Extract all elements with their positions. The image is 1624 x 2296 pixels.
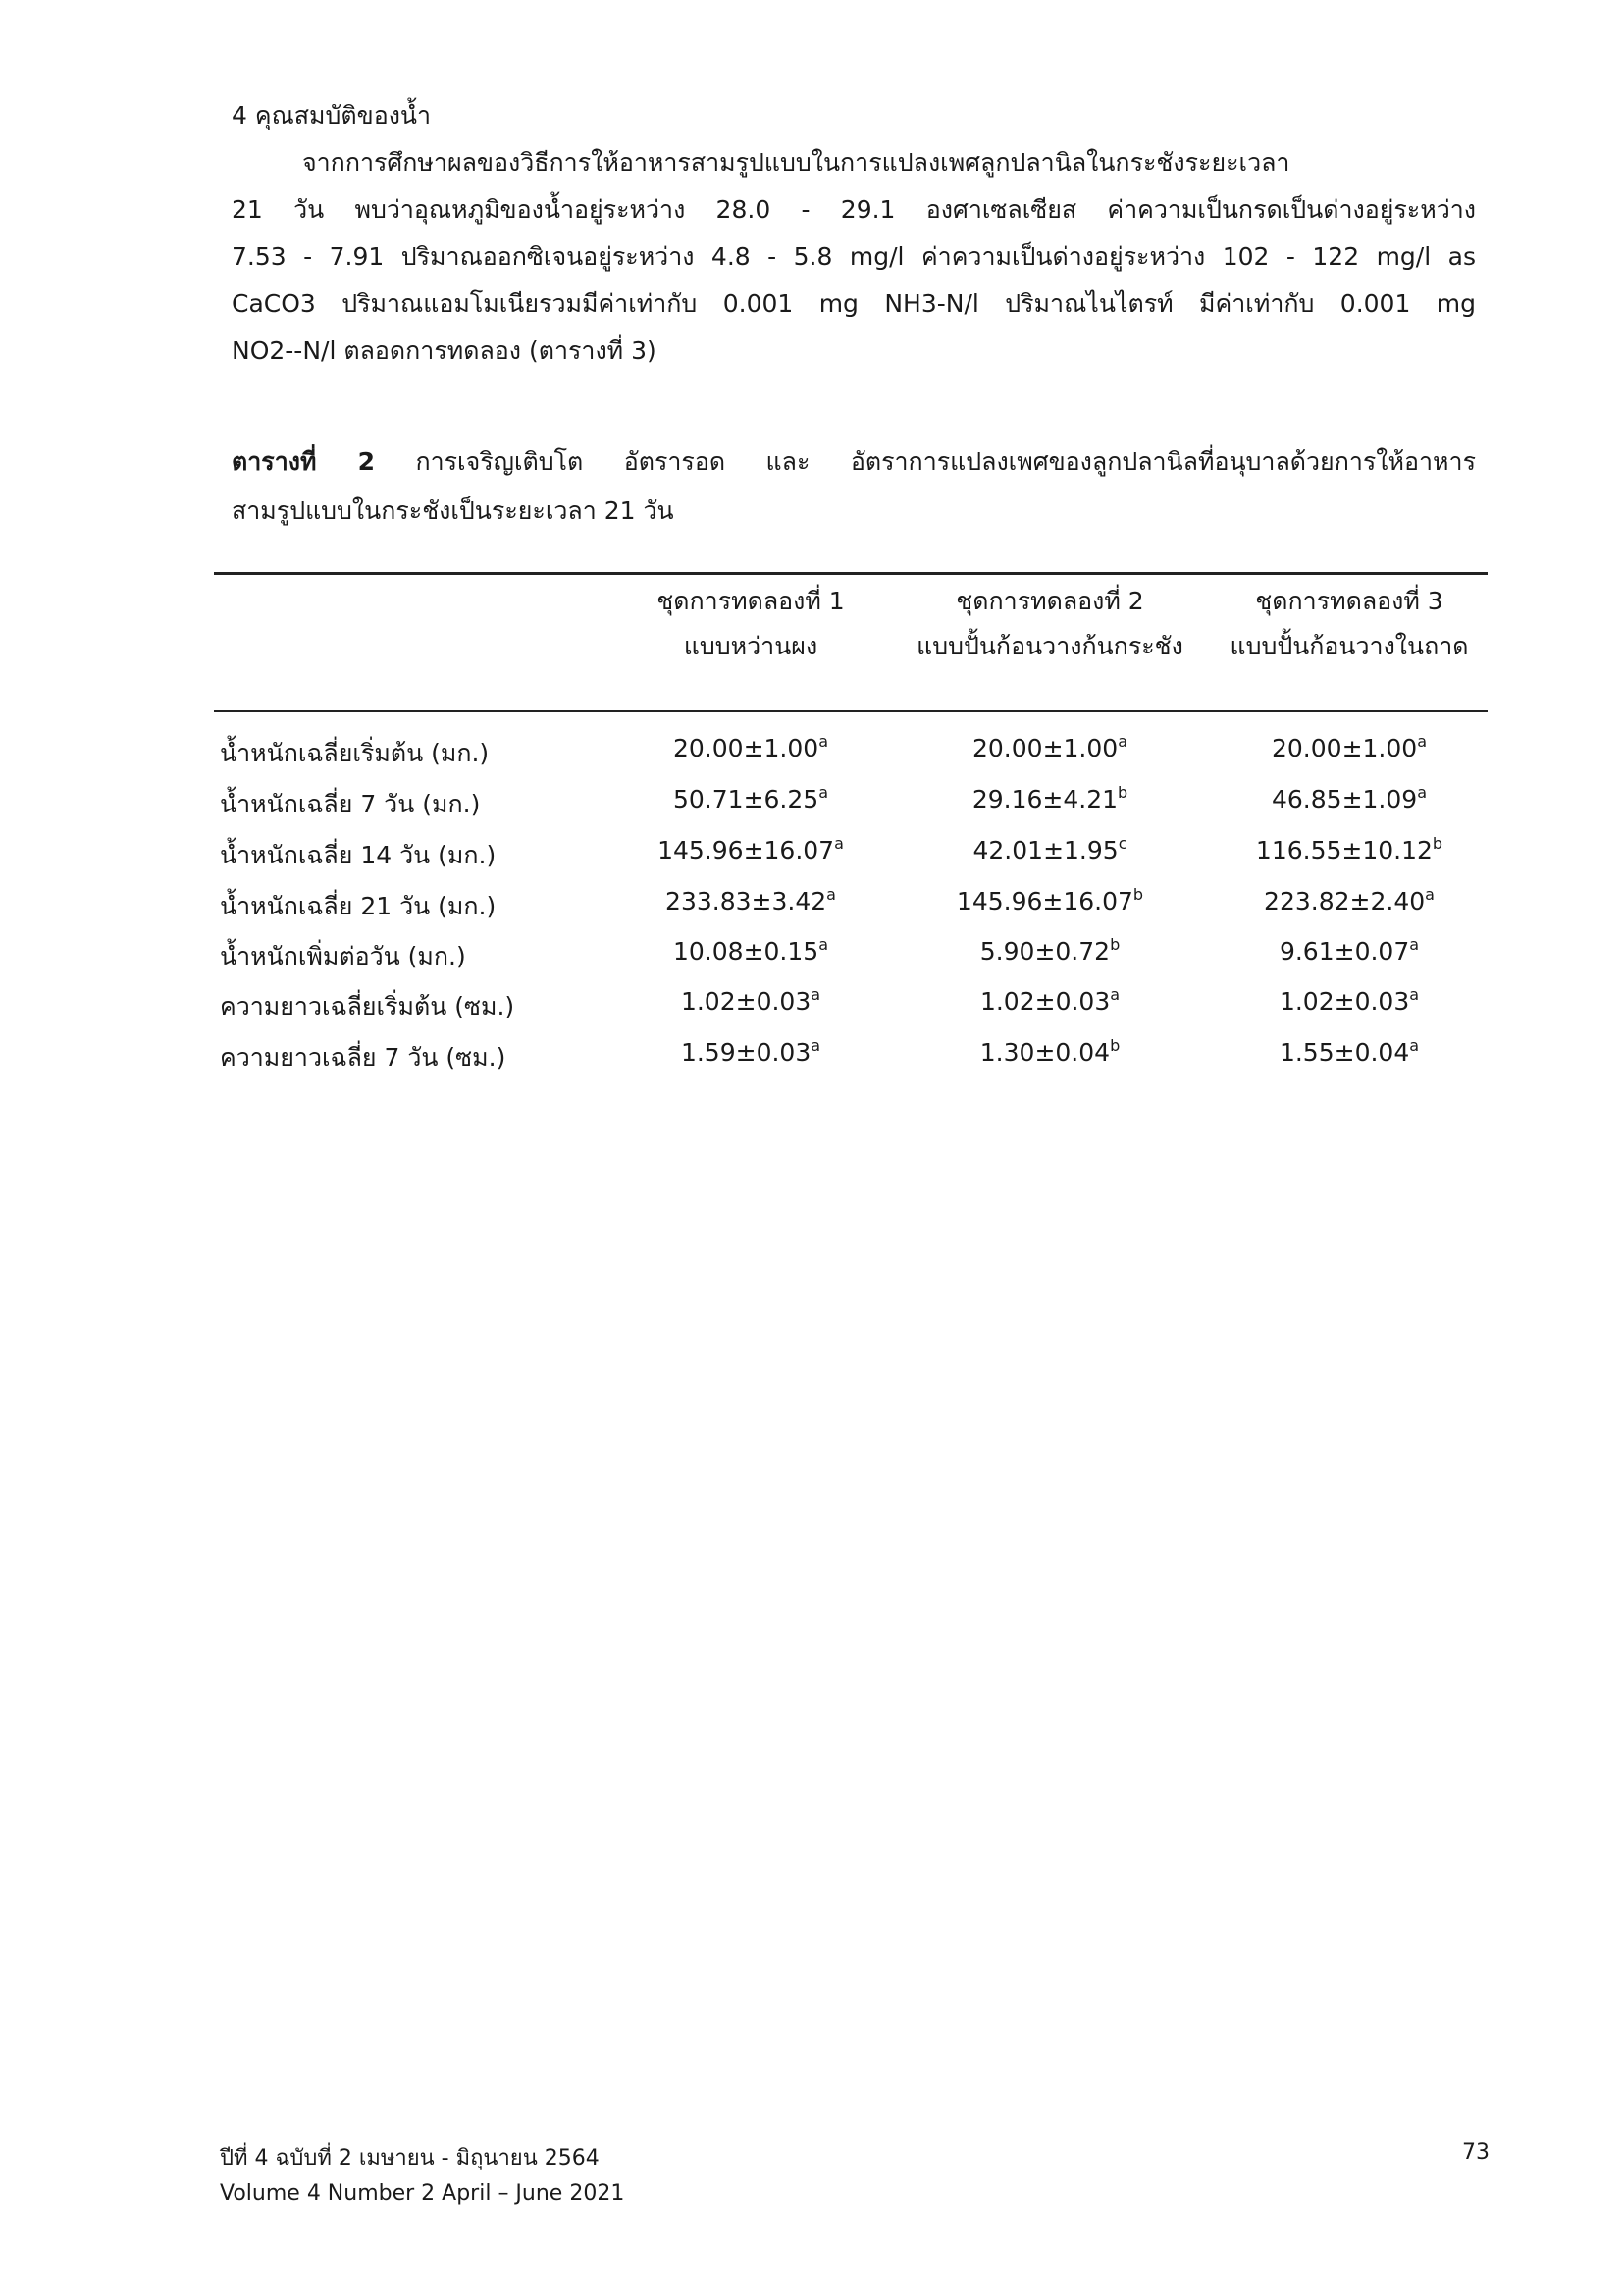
caption-line: สามรูปแบบในกระชังเป็นระยะเวลา 21 วัน (232, 496, 674, 525)
section-heading: 4 คุณสมบัติของน้ำ (232, 101, 432, 130)
table-cell (893, 785, 1207, 813)
cell-value: 1.30±0.04 (979, 1038, 1111, 1067)
cell-superscript: a (811, 985, 821, 1004)
page-number: 73 (1462, 2140, 1490, 2165)
table-cell (1192, 937, 1506, 965)
table-cell (594, 734, 908, 762)
cell-superscript: a (1409, 935, 1420, 954)
cell-value: 29.16±4.21 (971, 785, 1119, 813)
cell-value: 145.96±16.07 (956, 887, 1133, 915)
cell-value: 145.96±16.07 (657, 836, 835, 864)
cell-value: 20.00±1.00 (1272, 734, 1418, 762)
cell-superscript: a (1417, 783, 1427, 802)
cell-superscript: b (1118, 783, 1128, 802)
caption-label: ตารางที่ 2 (232, 447, 376, 476)
cell-superscript: a (1417, 732, 1427, 751)
table-cell (1192, 785, 1506, 813)
column-header-line: ชุดการทดลองที่ 1 (656, 587, 845, 615)
row-label: ความยาวเฉลี่ยเริ่มต้น (ซม.) (220, 992, 515, 1020)
cell-superscript: a (811, 1036, 821, 1055)
paragraph-line: 21 วัน พบว่าอุณหภูมิของน้ำอยู่ระหว่าง 28.0 - 29.1 องศาเซลเซียส ค่าความเป็นกรดเป็นด่างอยู่ระหว่าง (232, 195, 1476, 224)
cell-value: 50.71±6.25 (673, 785, 819, 813)
cell-superscript: a (1409, 1036, 1420, 1055)
table-cell (594, 785, 908, 813)
column-header-2 (873, 579, 1227, 669)
cell-value: 1.59±0.03 (680, 1038, 812, 1067)
cell-value: 223.82±2.40 (1264, 887, 1426, 915)
column-header-3 (1187, 579, 1511, 669)
row-label: น้ำหนักเฉลี่ยเริ่มต้น (มก.) (220, 739, 490, 767)
table-cell (893, 734, 1207, 762)
column-header-line: แบบปั้นก้อนวางก้นกระชัง (917, 632, 1183, 660)
table-cell (594, 1038, 908, 1067)
footer-issue-english: Volume 4 Number 2 April – June 2021 (220, 2181, 625, 2206)
cell-value: 1.02±0.03 (979, 987, 1111, 1016)
table-cell (893, 987, 1207, 1016)
cell-value: 1.55±0.04 (1279, 1038, 1410, 1067)
cell-superscript: b (1110, 1036, 1121, 1055)
cell-value: 42.01±1.95 (972, 836, 1119, 864)
column-header-line: ชุดการทดลองที่ 2 (956, 587, 1144, 615)
row-label: น้ำหนักเพิ่มต่อวัน (มก.) (220, 942, 466, 970)
cell-value: 5.90±0.72 (979, 937, 1111, 965)
cell-value: 233.83±3.42 (665, 887, 827, 915)
row-label: น้ำหนักเฉลี่ย 7 วัน (มก.) (220, 790, 481, 818)
table-header-rule (214, 710, 1488, 712)
cell-value: 9.61±0.07 (1279, 937, 1410, 965)
table-cell (1192, 987, 1506, 1016)
table-cell (594, 887, 908, 915)
column-header-line: แบบปั้นก้อนวางในถาด (1230, 632, 1469, 660)
cell-value: 10.08±0.15 (673, 937, 819, 965)
cell-superscript: a (818, 783, 828, 802)
row-label: น้ำหนักเฉลี่ย 21 วัน (มก.) (220, 892, 497, 920)
column-header-line: ชุดการทดลองที่ 3 (1255, 587, 1443, 615)
table-cell (594, 937, 908, 965)
row-label: น้ำหนักเฉลี่ย 14 วัน (มก.) (220, 841, 497, 869)
cell-superscript: b (1110, 935, 1121, 954)
table-caption (232, 438, 1476, 536)
table-cell (594, 836, 908, 864)
cell-value: 20.00±1.00 (972, 734, 1119, 762)
cell-superscript: a (1118, 732, 1127, 751)
table-cell (893, 1038, 1207, 1067)
caption-text: การเจริญเติบโต อัตรารอด และ อัตราการแปลงเพศของลูกปลานิลที่อนุบาลด้วยการให้อาหาร (375, 447, 1476, 476)
table-cell (594, 987, 908, 1016)
paragraph-line: 7.53 - 7.91 ปริมาณออกซิเจนอยู่ระหว่าง 4.8 - 5.8 mg/l ค่าความเป็นด่างอยู่ระหว่าง 102 - 122 mg/l as (232, 242, 1476, 271)
footer-issue-thai: ปีที่ 4 ฉบับที่ 2 เมษายน - มิถุนายน 2564 (220, 2146, 600, 2170)
table-cell (893, 836, 1207, 864)
cell-value: 1.02±0.03 (1279, 987, 1410, 1016)
cell-superscript: c (1118, 834, 1127, 853)
table-cell (893, 937, 1207, 965)
cell-superscript: a (834, 834, 844, 853)
cell-superscript: a (1425, 885, 1435, 904)
body-paragraph (232, 139, 1476, 375)
cell-superscript: a (818, 935, 828, 954)
cell-superscript: b (1132, 885, 1144, 904)
table-cell (1192, 836, 1506, 864)
column-header-1 (589, 579, 913, 669)
cell-value: 1.02±0.03 (680, 987, 812, 1016)
column-header-line: แบบหว่านผง (683, 632, 818, 660)
cell-value: 116.55±10.12 (1255, 836, 1433, 864)
cell-superscript: a (1409, 985, 1420, 1004)
paragraph-line: CaCO3 ปริมาณแอมโมเนียรวมมีค่าเท่ากับ 0.001 mg NH3-N/l ปริมาณไนไตรท์ มีค่าเท่ากับ 0.001 mg (232, 289, 1476, 318)
table-cell (1192, 734, 1506, 762)
table-cell (893, 887, 1207, 915)
paragraph-line: NO2--N/l ตลอดการทดลอง (ตารางที่ 3) (232, 337, 656, 365)
cell-superscript: b (1432, 834, 1443, 853)
table-cell (1192, 1038, 1506, 1067)
table-cell (1192, 887, 1506, 915)
row-label: ความยาวเฉลี่ย 7 วัน (ซม.) (220, 1043, 506, 1071)
caption-line (232, 438, 1476, 487)
cell-value: 46.85±1.09 (1272, 785, 1418, 813)
cell-value: 20.00±1.00 (673, 734, 819, 762)
cell-superscript: a (1110, 985, 1121, 1004)
cell-superscript: a (818, 732, 828, 751)
cell-superscript: a (826, 885, 836, 904)
paragraph-line: จากการศึกษาผลของวิธีการให้อาหารสามรูปแบบในการแปลงเพศลูกปลานิลในกระชังระยะเวลา (302, 148, 1290, 177)
table-top-rule (214, 572, 1488, 575)
